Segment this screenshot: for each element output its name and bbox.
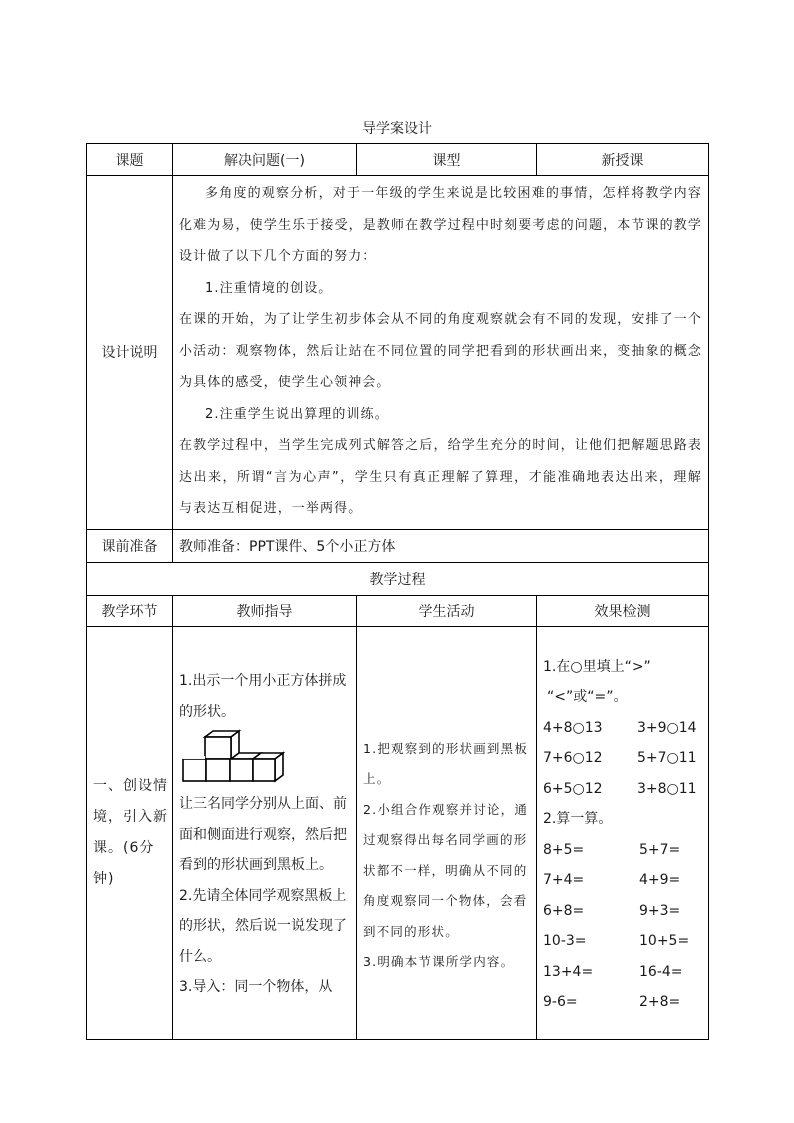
design-heading-1: 1.注重情境的创设。 [205,280,333,296]
header-teacher: 教师指导 [173,595,357,626]
calc-row [543,835,702,866]
calc-item: 6+8= [543,902,585,919]
design-label: 设计说明 [87,176,173,530]
header-check: 效果检测 [537,595,709,626]
calc-item: 8+5= [543,841,585,858]
topic-value: 解决问题(一) [173,144,357,176]
teacher-step-1-detail: 让三名同学分别从上面、前面和侧面进行观察，然后把看到的形状画到黑板上。 [179,796,347,874]
calc-row [543,957,702,988]
calc-item: 10+5= [639,933,690,949]
compare-item: 4+8○13 [543,719,603,736]
compare-item: 7+6○12 [543,750,603,766]
calc-item: 9+3= [639,902,681,919]
topic-row [87,144,709,176]
compare-item: 5+7○11 [637,750,697,766]
calc-item: 16-4= [639,963,683,980]
student-activity-2: 2.小组合作观察并讨论，通过观察得出每名同学画的形状都不一样，明确从不同的角度观察同一个物体，会看到不同的形状。 [363,801,529,939]
check-cell [537,626,709,1039]
compare-item: 3+9○14 [637,719,697,736]
teacher-step-3: 3.导入：同一个物体，从 [179,979,333,996]
topic-label: 课题 [87,144,173,176]
process-title: 教学过程 [87,562,709,595]
process-title-row [87,562,709,595]
design-paragraph-1: 多角度的观察分析，对于一年级的学生来说是比较困难的事情，怎样将教学内容化难为易，使学生乐于接受，是教师在教学过程中时刻要考虑的问题，本节课的教学设计做了以下几个方面的努力： [179,186,702,264]
process-header-row [87,595,709,626]
design-row [87,176,709,530]
student-activity-3: 3.明确本节课所学内容。 [363,954,515,969]
compare-row [543,774,702,805]
check-question-1: 1.在○里填上“>” [543,658,651,675]
header-stage: 教学环节 [87,595,173,626]
calc-row [543,987,702,1018]
teacher-cell [173,626,357,1039]
check-question-1-cont: “<”或“=”。 [547,689,628,705]
process-body-row [87,626,709,1039]
lesson-plan-table [86,143,709,1040]
teacher-step-2: 2.先请全体同学观察黑板上的形状，然后说一说发现了什么。 [179,887,347,965]
calc-item: 4+9= [639,872,681,888]
calc-item: 10-3= [543,933,587,949]
document-title: 导学案设计 [362,121,432,137]
calc-row [543,896,702,927]
stage-cell: 一、创设情境，引入新课。(6分钟) [87,626,173,1039]
prep-value: 教师准备：PPT课件、5个小正方体 [173,529,709,562]
type-value: 新授课 [537,144,709,176]
student-cell [357,626,537,1039]
prep-row [87,529,709,562]
design-paragraph-2: 在课的开始，为了让学生初步体会从不同的角度观察就会有不同的发现，安排了一个小活动：观察物体，然后让站在不同位置的同学把看到的形状画出来，变抽象的概念为具体的感受，使学生心领神会。 [179,312,702,390]
design-heading-2: 2.注重学生说出算理的训练。 [205,406,389,422]
calc-item: 5+7= [639,841,681,858]
design-paragraph-3: 在教学过程中，当学生完成列式解答之后，给学生充分的时间，让他们把解题思路表达出来，所谓“言为心声”，学生只有真正理解了算理，才能准确地表达出来，理解与表达互相促进，一举两得。 [179,438,702,516]
compare-row [543,743,702,774]
calc-row [543,926,702,957]
calc-item: 2+8= [639,994,681,1010]
cube-arrangement-figure [181,729,285,785]
prep-label: 课前准备 [87,529,173,562]
type-label: 课型 [357,144,537,176]
design-description [173,176,709,530]
student-activity-1: 1.把观察到的形状画到黑板上。 [363,740,529,786]
calc-row [543,865,702,896]
calc-item: 9-6= [543,994,578,1010]
teacher-step-1: 1.出示一个用小正方体拼成的形状。 [179,673,347,720]
compare-item: 6+5○12 [543,780,603,797]
calc-item: 7+4= [543,872,585,888]
check-question-2: 2.算一算。 [543,811,613,827]
header-student: 学生活动 [357,595,537,626]
compare-row [543,713,702,744]
calc-item: 13+4= [543,963,594,980]
compare-item: 3+8○11 [637,780,697,797]
